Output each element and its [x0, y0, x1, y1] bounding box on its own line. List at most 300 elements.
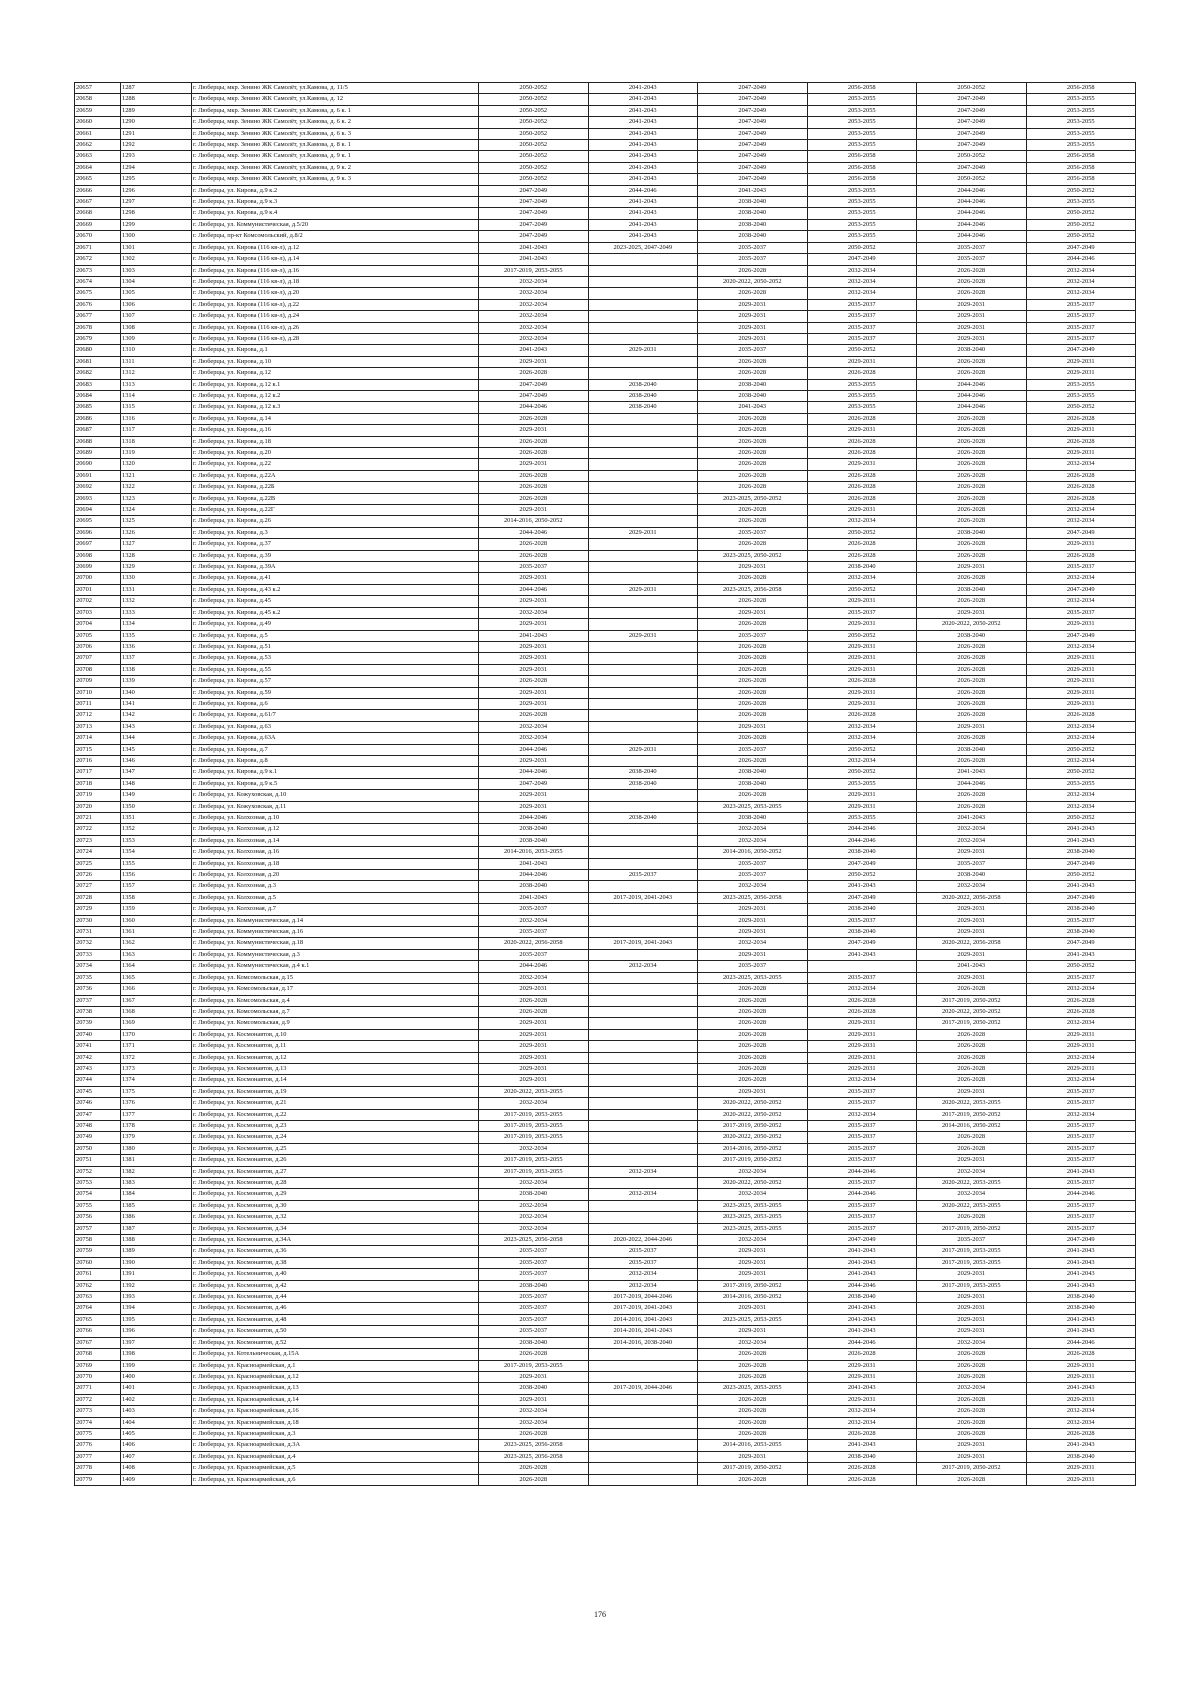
period-cell: [588, 1063, 698, 1074]
period-cell: 2029-2031: [917, 915, 1027, 926]
period-cell: 2026-2028: [698, 1406, 808, 1417]
period-cell: 2032-2034: [588, 1189, 698, 1200]
row-number-cell: 20776: [75, 1440, 121, 1451]
period-cell: 2041-2043: [1026, 949, 1136, 960]
period-cell: 2035-2037: [1026, 1120, 1136, 1131]
row-number-cell: 20772: [75, 1394, 121, 1405]
address-cell: г. Люберцы, ул. Космонавтов, д.34А: [192, 1235, 479, 1246]
period-cell: 2038-2040: [698, 813, 808, 824]
period-cell: 2014-2016, 2050-2052: [479, 516, 589, 527]
period-cell: 2029-2031: [479, 1394, 589, 1405]
building-number-cell: 1401: [121, 1383, 192, 1394]
building-number-cell: 1398: [121, 1349, 192, 1360]
period-cell: 2035-2037: [807, 1120, 917, 1131]
period-cell: 2026-2028: [807, 1463, 917, 1474]
period-cell: 2035-2037: [588, 1246, 698, 1257]
period-cell: 2050-2052: [917, 151, 1027, 162]
period-cell: 2035-2037: [917, 858, 1027, 869]
period-cell: 2017-2019, 2053-2055: [479, 1155, 589, 1166]
period-cell: 2041-2043: [807, 1269, 917, 1280]
period-cell: 2038-2040: [698, 778, 808, 789]
row-number-cell: 20658: [75, 94, 121, 105]
period-cell: 2026-2028: [917, 356, 1027, 367]
period-cell: 2038-2040: [807, 927, 917, 938]
period-cell: 2029-2031: [479, 505, 589, 516]
address-cell: г. Люберцы, ул. Комсомольская, д.9: [192, 1018, 479, 1029]
row-number-cell: 20763: [75, 1292, 121, 1303]
period-cell: [588, 1120, 698, 1131]
table-row: [75, 1235, 1136, 1246]
table-row: [75, 1223, 1136, 1234]
row-number-cell: 20670: [75, 231, 121, 242]
building-number-cell: 1327: [121, 539, 192, 550]
period-cell: 2035-2037: [807, 915, 917, 926]
period-cell: 2035-2037: [479, 1314, 589, 1325]
period-cell: 2026-2028: [698, 1063, 808, 1074]
building-number-cell: 1319: [121, 448, 192, 459]
period-cell: 2026-2028: [698, 482, 808, 493]
period-cell: [588, 1075, 698, 1086]
address-cell: г. Люберцы, ул. Комсомольская, д.17: [192, 984, 479, 995]
period-cell: 2041-2043: [588, 128, 698, 139]
row-number-cell: 20767: [75, 1337, 121, 1348]
row-number-cell: 20773: [75, 1406, 121, 1417]
period-cell: 2026-2028: [917, 755, 1027, 766]
table-row: [75, 151, 1136, 162]
building-number-cell: 1325: [121, 516, 192, 527]
period-cell: 2029-2031: [807, 1018, 917, 1029]
period-cell: 2044-2046: [917, 390, 1027, 401]
period-cell: 2044-2046: [807, 824, 917, 835]
period-cell: 2041-2043: [1026, 1246, 1136, 1257]
period-cell: 2032-2034: [1026, 265, 1136, 276]
period-cell: 2041-2043: [588, 219, 698, 230]
period-cell: 2032-2034: [698, 1337, 808, 1348]
table-row: [75, 733, 1136, 744]
period-cell: 2026-2028: [807, 1006, 917, 1017]
period-cell: 2017-2019, 2050-2052: [917, 995, 1027, 1006]
period-cell: 2032-2034: [1026, 790, 1136, 801]
period-cell: 2053-2055: [807, 778, 917, 789]
row-number-cell: 20716: [75, 755, 121, 766]
period-cell: 2047-2049: [479, 197, 589, 208]
table-row: [75, 1063, 1136, 1074]
building-number-cell: 1371: [121, 1041, 192, 1052]
period-cell: 2026-2028: [479, 448, 589, 459]
period-cell: 2038-2040: [917, 630, 1027, 641]
period-cell: 2038-2040: [1026, 904, 1136, 915]
period-cell: 2026-2028: [698, 1394, 808, 1405]
table-row: [75, 1029, 1136, 1040]
address-cell: г. Люберцы, ул. Колхозная, д.7: [192, 904, 479, 915]
row-number-cell: 20754: [75, 1189, 121, 1200]
period-cell: 2026-2028: [479, 1428, 589, 1439]
period-cell: 2035-2037: [588, 1257, 698, 1268]
table-row: [75, 847, 1136, 858]
row-number-cell: 20724: [75, 847, 121, 858]
table-row: [75, 1406, 1136, 1417]
period-cell: 2026-2028: [479, 493, 589, 504]
period-cell: 2029-2031: [479, 425, 589, 436]
period-cell: [588, 972, 698, 983]
address-cell: г. Люберцы, ул. Кожуховская, д.10: [192, 790, 479, 801]
period-cell: [588, 858, 698, 869]
period-cell: 2026-2028: [807, 482, 917, 493]
period-cell: 2029-2031: [698, 1326, 808, 1337]
period-cell: 2029-2031: [698, 915, 808, 926]
row-number-cell: 20704: [75, 619, 121, 630]
period-cell: 2026-2028: [807, 413, 917, 424]
table-row: [75, 664, 1136, 675]
address-cell: г. Люберцы, ул. Колхозная, д.5: [192, 892, 479, 903]
row-number-cell: 20685: [75, 402, 121, 413]
period-cell: 2029-2031: [479, 1371, 589, 1382]
row-number-cell: 20661: [75, 128, 121, 139]
period-cell: 2041-2043: [917, 767, 1027, 778]
period-cell: 2047-2049: [1026, 242, 1136, 253]
building-number-cell: 1334: [121, 619, 192, 630]
building-number-cell: 1360: [121, 915, 192, 926]
period-cell: 2026-2028: [698, 1417, 808, 1428]
period-cell: 2047-2049: [917, 117, 1027, 128]
period-cell: 2038-2040: [479, 1189, 589, 1200]
table-row: [75, 1280, 1136, 1291]
building-number-cell: 1375: [121, 1086, 192, 1097]
period-cell: 2035-2037: [917, 242, 1027, 253]
period-cell: 2035-2037: [479, 927, 589, 938]
period-cell: 2029-2031: [917, 847, 1027, 858]
row-number-cell: 20712: [75, 710, 121, 721]
table-row: [75, 927, 1136, 938]
period-cell: 2053-2055: [807, 219, 917, 230]
schedule-table-page: [74, 82, 1136, 1486]
table-row: [75, 1052, 1136, 1063]
address-cell: г. Люберцы, ул. Комсомольская, д.7: [192, 1006, 479, 1017]
period-cell: 2029-2031: [479, 984, 589, 995]
period-cell: 2020-2022, 2050-2052: [698, 1132, 808, 1143]
period-cell: 2035-2037: [1026, 1132, 1136, 1143]
period-cell: 2029-2031: [807, 664, 917, 675]
period-cell: [807, 961, 917, 972]
building-number-cell: 1393: [121, 1292, 192, 1303]
period-cell: 2032-2034: [479, 299, 589, 310]
period-cell: [588, 1371, 698, 1382]
period-cell: 2047-2049: [698, 94, 808, 105]
period-cell: 2047-2049: [1026, 892, 1136, 903]
row-number-cell: 20686: [75, 413, 121, 424]
address-cell: г. Люберцы, ул. Кирова, д.18: [192, 436, 479, 447]
address-cell: г. Люберцы, ул. Кирова, д.22В: [192, 493, 479, 504]
building-number-cell: 1376: [121, 1098, 192, 1109]
period-cell: [588, 493, 698, 504]
table-row: [75, 881, 1136, 892]
row-number-cell: 20711: [75, 698, 121, 709]
address-cell: г. Люберцы, ул. Космонавтов, д.30: [192, 1200, 479, 1211]
table-row: [75, 1086, 1136, 1097]
period-cell: 2041-2043: [1026, 881, 1136, 892]
table-row: [75, 1189, 1136, 1200]
period-cell: 2035-2037: [807, 311, 917, 322]
period-cell: 2035-2037: [807, 972, 917, 983]
period-cell: 2032-2034: [1026, 984, 1136, 995]
address-cell: г. Люберцы, ул. Космонавтов, д.10: [192, 1029, 479, 1040]
address-cell: г. Люберцы, ул. Колхозная, д.10: [192, 813, 479, 824]
period-cell: 2029-2031: [917, 1440, 1027, 1451]
address-cell: г. Люберцы, ул. Космонавтов, д.32: [192, 1212, 479, 1223]
row-number-cell: 20701: [75, 584, 121, 595]
period-cell: 2032-2034: [588, 1166, 698, 1177]
period-cell: 2044-2046: [917, 402, 1027, 413]
period-cell: 2023-2025, 2053-2055: [698, 1314, 808, 1325]
table-row: [75, 1166, 1136, 1177]
address-cell: г. Люберцы, ул. Кирова, д.22Г: [192, 505, 479, 516]
period-cell: 2026-2028: [698, 1052, 808, 1063]
period-cell: 2044-2046: [917, 231, 1027, 242]
address-cell: г. Люберцы, ул. Космонавтов, д.48: [192, 1314, 479, 1325]
period-cell: 2053-2055: [1026, 140, 1136, 151]
period-cell: [588, 619, 698, 630]
period-cell: 2026-2028: [807, 368, 917, 379]
period-cell: 2041-2043: [479, 345, 589, 356]
table-row: [75, 1326, 1136, 1337]
period-cell: 2020-2022, 2044-2046: [588, 1235, 698, 1246]
period-cell: 2026-2028: [917, 1360, 1027, 1371]
period-cell: 2050-2052: [479, 83, 589, 94]
period-cell: 2050-2052: [479, 128, 589, 139]
period-cell: 2032-2034: [1026, 1109, 1136, 1120]
period-cell: 2026-2028: [807, 470, 917, 481]
address-cell: г. Люберцы, ул. Кожуховская, д.11: [192, 801, 479, 812]
period-cell: 2050-2052: [807, 744, 917, 755]
period-cell: 2026-2028: [698, 1041, 808, 1052]
period-cell: 2041-2043: [807, 1303, 917, 1314]
period-cell: 2026-2028: [917, 448, 1027, 459]
building-number-cell: 1408: [121, 1463, 192, 1474]
building-number-cell: 1395: [121, 1314, 192, 1325]
period-cell: 2032-2034: [1026, 596, 1136, 607]
building-number-cell: 1335: [121, 630, 192, 641]
period-cell: 2041-2043: [1026, 1269, 1136, 1280]
period-cell: 2053-2055: [1026, 105, 1136, 116]
period-cell: 2029-2031: [917, 721, 1027, 732]
period-cell: 2029-2031: [479, 1063, 589, 1074]
building-number-cell: 1320: [121, 459, 192, 470]
period-cell: 2056-2058: [807, 151, 917, 162]
building-number-cell: 1311: [121, 356, 192, 367]
period-cell: 2029-2031: [917, 299, 1027, 310]
period-cell: 2026-2028: [917, 265, 1027, 276]
period-cell: 2026-2028: [698, 1018, 808, 1029]
period-cell: 2026-2028: [698, 1474, 808, 1485]
period-cell: 2026-2028: [479, 1006, 589, 1017]
table-row: [75, 83, 1136, 94]
period-cell: 2035-2037: [807, 1086, 917, 1097]
period-cell: 2047-2049: [807, 1235, 917, 1246]
address-cell: г. Люберцы, ул. Кирова, д.6: [192, 698, 479, 709]
period-cell: 2032-2034: [917, 1383, 1027, 1394]
period-cell: [588, 687, 698, 698]
period-cell: 2023-2025, 2053-2055: [698, 1223, 808, 1234]
period-cell: 2026-2028: [917, 1406, 1027, 1417]
period-cell: 2041-2043: [588, 208, 698, 219]
period-cell: 2026-2028: [917, 459, 1027, 470]
period-cell: 2026-2028: [1026, 482, 1136, 493]
building-number-cell: 1303: [121, 265, 192, 276]
period-cell: 2032-2034: [807, 1075, 917, 1086]
period-cell: 2026-2028: [917, 573, 1027, 584]
period-cell: 2026-2028: [698, 1360, 808, 1371]
period-cell: [588, 448, 698, 459]
building-number-cell: 1358: [121, 892, 192, 903]
period-cell: 2029-2031: [807, 1041, 917, 1052]
row-number-cell: 20741: [75, 1041, 121, 1052]
row-number-cell: 20720: [75, 801, 121, 812]
table-row: [75, 744, 1136, 755]
period-cell: 2026-2028: [917, 1063, 1027, 1074]
period-cell: 2035-2037: [698, 870, 808, 881]
table-row: [75, 562, 1136, 573]
period-cell: 2020-2022, 2050-2052: [698, 1178, 808, 1189]
address-cell: г. Люберцы, ул. Космонавтов, д.46: [192, 1303, 479, 1314]
address-cell: г. Люберцы, ул. Кирова, д.12 к.1: [192, 379, 479, 390]
row-number-cell: 20709: [75, 676, 121, 687]
building-number-cell: 1369: [121, 1018, 192, 1029]
period-cell: 2026-2028: [479, 368, 589, 379]
address-cell: г. Люберцы, ул. Красноармейская, д.14: [192, 1394, 479, 1405]
period-cell: 2038-2040: [807, 562, 917, 573]
period-cell: 2044-2046: [479, 961, 589, 972]
table-row: [75, 1349, 1136, 1360]
address-cell: г. Люберцы, ул. Космонавтов, д.26: [192, 1155, 479, 1166]
address-cell: г. Люберцы, ул. Кирова, д.22Б: [192, 482, 479, 493]
table-row: [75, 1269, 1136, 1280]
period-cell: 2035-2037: [1026, 1155, 1136, 1166]
row-number-cell: 20770: [75, 1371, 121, 1382]
period-cell: 2032-2034: [1026, 1417, 1136, 1428]
period-cell: 2044-2046: [1026, 1189, 1136, 1200]
address-cell: г. Люберцы, ул. Кирова (116 кв-л), д.26: [192, 322, 479, 333]
period-cell: 2026-2028: [917, 733, 1027, 744]
period-cell: 2035-2037: [1026, 607, 1136, 618]
period-cell: 2029-2031: [917, 607, 1027, 618]
address-cell: г. Люберцы, ул. Космонавтов, д.13: [192, 1063, 479, 1074]
period-cell: [588, 1474, 698, 1485]
row-number-cell: 20758: [75, 1235, 121, 1246]
period-cell: 2032-2034: [807, 1417, 917, 1428]
period-cell: 2038-2040: [479, 881, 589, 892]
period-cell: 2047-2049: [1026, 527, 1136, 538]
building-number-cell: 1345: [121, 744, 192, 755]
period-cell: [588, 835, 698, 846]
period-cell: 2020-2022, 2056-2058: [917, 938, 1027, 949]
period-cell: 2035-2037: [479, 1246, 589, 1257]
address-cell: г. Люберцы, ул. Космонавтов, д.23: [192, 1120, 479, 1131]
row-number-cell: 20750: [75, 1143, 121, 1154]
building-number-cell: 1405: [121, 1428, 192, 1439]
period-cell: [588, 265, 698, 276]
building-number-cell: 1296: [121, 185, 192, 196]
period-cell: 2047-2049: [479, 778, 589, 789]
period-cell: 2029-2031: [917, 1303, 1027, 1314]
table-row: [75, 687, 1136, 698]
period-cell: 2029-2031: [698, 927, 808, 938]
period-cell: [588, 436, 698, 447]
period-cell: 2032-2034: [807, 276, 917, 287]
period-cell: 2014-2016, 2053-2055: [479, 847, 589, 858]
period-cell: 2035-2037: [479, 1269, 589, 1280]
period-cell: 2029-2031: [698, 607, 808, 618]
period-cell: 2035-2037: [1026, 299, 1136, 310]
address-cell: г. Люберцы, ул. Кирова, д.16: [192, 425, 479, 436]
period-cell: 2050-2052: [479, 117, 589, 128]
period-cell: 2044-2046: [807, 1189, 917, 1200]
period-cell: 2038-2040: [807, 847, 917, 858]
building-number-cell: 1403: [121, 1406, 192, 1417]
period-cell: 2026-2028: [698, 425, 808, 436]
period-cell: 2041-2043: [807, 1257, 917, 1268]
building-number-cell: 1349: [121, 790, 192, 801]
period-cell: [588, 573, 698, 584]
address-cell: г. Люберцы, ул. Кирова (116 кв-л), д.16: [192, 265, 479, 276]
building-number-cell: 1299: [121, 219, 192, 230]
period-cell: 2020-2022, 2053-2055: [917, 1200, 1027, 1211]
period-cell: 2029-2031: [479, 1029, 589, 1040]
period-cell: 2038-2040: [1026, 847, 1136, 858]
table-row: [75, 1178, 1136, 1189]
period-cell: 2035-2037: [1026, 972, 1136, 983]
period-cell: 2035-2037: [1026, 322, 1136, 333]
period-cell: 2032-2034: [479, 721, 589, 732]
address-cell: г. Люберцы, ул. Кирова, д.9 к.5: [192, 778, 479, 789]
period-cell: 2029-2031: [1026, 1041, 1136, 1052]
period-cell: 2050-2052: [917, 174, 1027, 185]
period-cell: [588, 1440, 698, 1451]
address-cell: г. Люберцы, ул. Кирова, д.9 к.1: [192, 767, 479, 778]
period-cell: 2050-2052: [1026, 185, 1136, 196]
period-cell: 2032-2034: [1026, 755, 1136, 766]
period-cell: 2026-2028: [917, 276, 1027, 287]
period-cell: 2035-2037: [479, 562, 589, 573]
period-cell: 2026-2028: [479, 482, 589, 493]
building-number-cell: 1301: [121, 242, 192, 253]
period-cell: 2029-2031: [1026, 539, 1136, 550]
period-cell: 2029-2031: [1026, 368, 1136, 379]
period-cell: 2023-2025, 2053-2055: [698, 1200, 808, 1211]
period-cell: [588, 915, 698, 926]
period-cell: 2038-2040: [1026, 1303, 1136, 1314]
period-cell: 2026-2028: [698, 1428, 808, 1439]
period-cell: 2041-2043: [588, 197, 698, 208]
period-cell: 2032-2034: [479, 1178, 589, 1189]
building-number-cell: 1292: [121, 140, 192, 151]
period-cell: 2041-2043: [1026, 835, 1136, 846]
row-number-cell: 20666: [75, 185, 121, 196]
row-number-cell: 20667: [75, 197, 121, 208]
period-cell: 2032-2034: [588, 961, 698, 972]
row-number-cell: 20744: [75, 1075, 121, 1086]
building-number-cell: 1380: [121, 1143, 192, 1154]
period-cell: 2029-2031: [479, 664, 589, 675]
table-row: [75, 1041, 1136, 1052]
building-number-cell: 1382: [121, 1166, 192, 1177]
table-row: [75, 915, 1136, 926]
period-cell: 2038-2040: [479, 824, 589, 835]
building-number-cell: 1361: [121, 927, 192, 938]
row-number-cell: 20705: [75, 630, 121, 641]
building-number-cell: 1295: [121, 174, 192, 185]
period-cell: 2035-2037: [1026, 1086, 1136, 1097]
period-cell: 2026-2028: [1026, 413, 1136, 424]
